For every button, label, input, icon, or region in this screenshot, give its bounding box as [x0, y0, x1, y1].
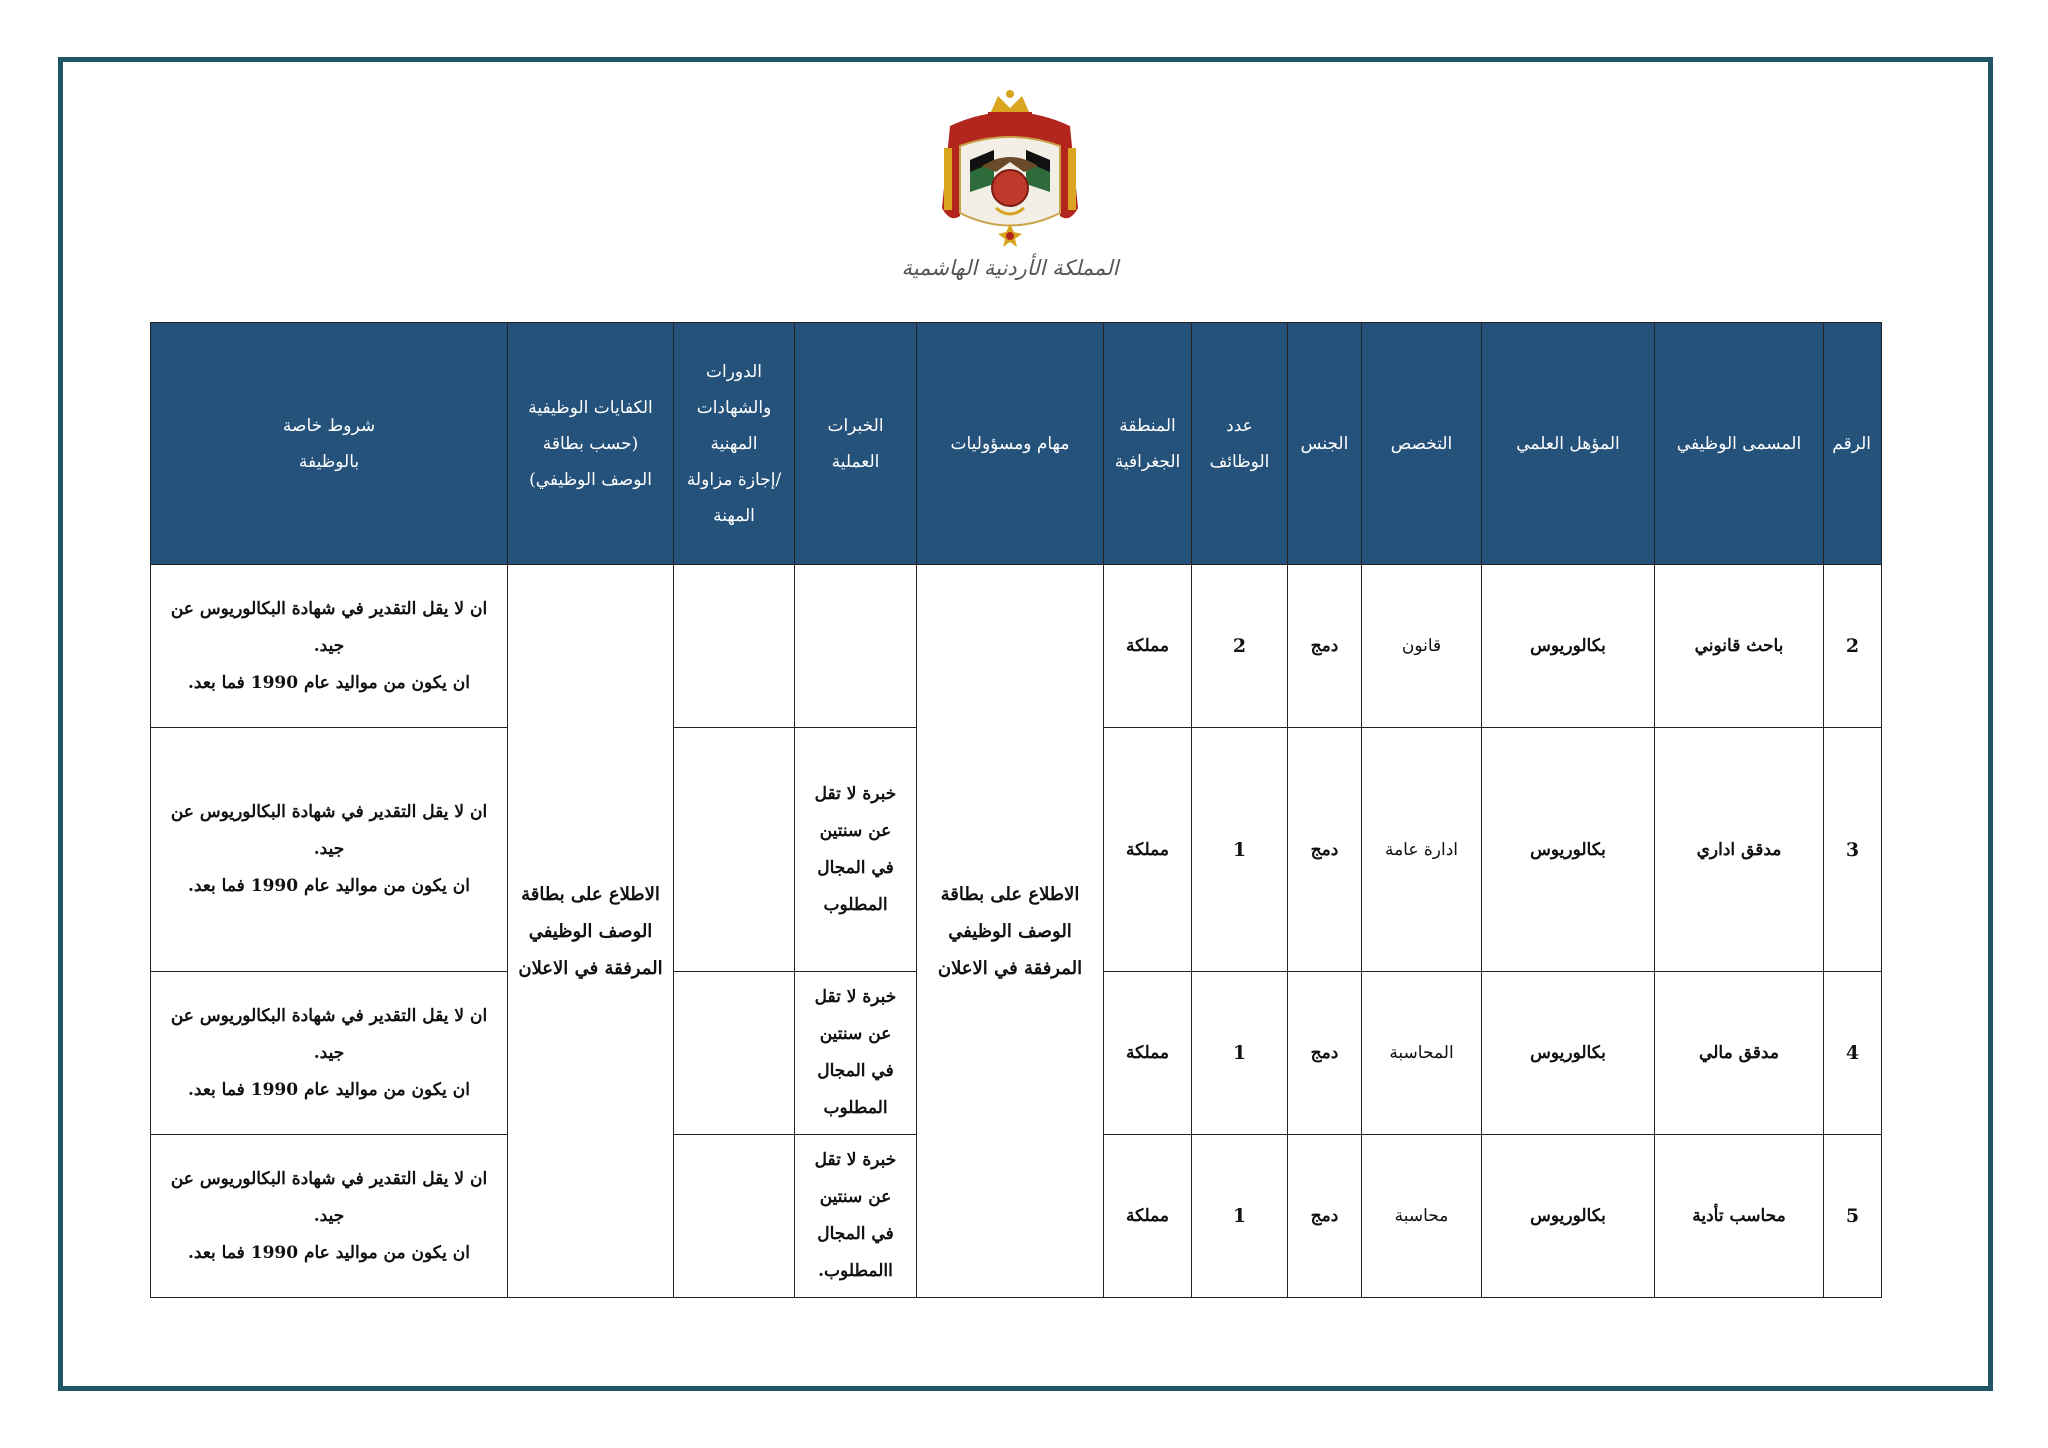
cell-specialization: قانون: [1362, 565, 1482, 728]
cell-courses: [674, 1135, 795, 1298]
cell-gender: دمج: [1288, 1135, 1362, 1298]
cell-courses: [674, 728, 795, 972]
cell-title: مدقق اداري: [1655, 728, 1824, 972]
cell-conditions: ان لا يقل التقدير في شهادة البكالوريوس عن جيد. ان يكون من مواليد عام 1990 فما بعد.: [151, 972, 508, 1135]
cell-experience: [795, 565, 917, 728]
cell-duties-merged: الاطلاع على بطاقة الوصف الوظيفي المرفقة في الاعلان: [917, 565, 1104, 1298]
cell-num: 5: [1824, 1135, 1882, 1298]
cell-gender: دمج: [1288, 565, 1362, 728]
cell-title: مدقق مالي: [1655, 972, 1824, 1135]
cell-region: مملكة: [1104, 1135, 1192, 1298]
cell-specialization: محاسبة: [1362, 1135, 1482, 1298]
table-row: [151, 565, 1882, 728]
header-conditions: شروط خاصة بالوظيفة: [151, 323, 508, 565]
cell-count: 1: [1192, 972, 1288, 1135]
cell-conditions: ان لا يقل التقدير في شهادة البكالوريوس عن جيد. ان يكون من مواليد عام 1990 فما بعد.: [151, 1135, 508, 1298]
cell-experience: خبرة لا تقل عن سنتين في المجال المطلوب: [795, 728, 917, 972]
cell-courses: [674, 565, 795, 728]
header-duties: مهام ومسؤوليات: [917, 323, 1104, 565]
cell-num: 3: [1824, 728, 1882, 972]
cell-conditions: ان لا يقل التقدير في شهادة البكالوريوس عن جيد. ان يكون من مواليد عام 1990 فما بعد.: [151, 565, 508, 728]
cell-count: 1: [1192, 728, 1288, 972]
cell-region: مملكة: [1104, 565, 1192, 728]
header-competencies: الكفايات الوظيفية (حسب بطاقة الوصف الوظيفي): [508, 323, 674, 565]
cell-qualification: بكالوريوس: [1482, 728, 1655, 972]
jobs-table: [150, 322, 1882, 1298]
header-title: المسمى الوظيفي: [1655, 323, 1824, 565]
cell-num: 4: [1824, 972, 1882, 1135]
header-specialization: التخصص: [1362, 323, 1482, 565]
cell-count: 1: [1192, 1135, 1288, 1298]
cell-region: مملكة: [1104, 972, 1192, 1135]
cell-count: 2: [1192, 565, 1288, 728]
header-courses: الدورات والشهادات المهنية /إجازة مزاولة المهنة: [674, 323, 795, 565]
cell-title: باحث قانوني: [1655, 565, 1824, 728]
cell-conditions: ان لا يقل التقدير في شهادة البكالوريوس عن جيد. ان يكون من مواليد عام 1990 فما بعد.: [151, 728, 508, 972]
header-gender: الجنس: [1288, 323, 1362, 565]
cell-specialization: ادارة عامة: [1362, 728, 1482, 972]
cell-gender: دمج: [1288, 728, 1362, 972]
header-region: المنطقة الجغرافية: [1104, 323, 1192, 565]
cell-specialization: المحاسبة: [1362, 972, 1482, 1135]
cell-experience: خبرة لا تقل عن سنتين في المجال االمطلوب.: [795, 1135, 917, 1298]
cell-region: مملكة: [1104, 728, 1192, 972]
cell-qualification: بكالوريوس: [1482, 565, 1655, 728]
header-count: عدد الوظائف: [1192, 323, 1288, 565]
header-experience: الخبرات العملية: [795, 323, 917, 565]
header-qualification: المؤهل العلمي: [1482, 323, 1655, 565]
cell-competencies-merged: الاطلاع على بطاقة الوصف الوظيفي المرفقة في الاعلان: [508, 565, 674, 1298]
kingdom-name: المملكة الأردنية الهاشمية: [901, 256, 1119, 280]
header-num: الرقم: [1824, 323, 1882, 565]
cell-qualification: بكالوريوس: [1482, 972, 1655, 1135]
cell-courses: [674, 972, 795, 1135]
cell-gender: دمج: [1288, 972, 1362, 1135]
cell-title: محاسب تأدية: [1655, 1135, 1824, 1298]
table-header-row: [151, 323, 1882, 565]
jordan-coat-of-arms-icon: [920, 88, 1100, 253]
cell-num: 2: [1824, 565, 1882, 728]
cell-qualification: بكالوريوس: [1482, 1135, 1655, 1298]
cell-experience: خبرة لا تقل عن سنتين في المجال المطلوب: [795, 972, 917, 1135]
